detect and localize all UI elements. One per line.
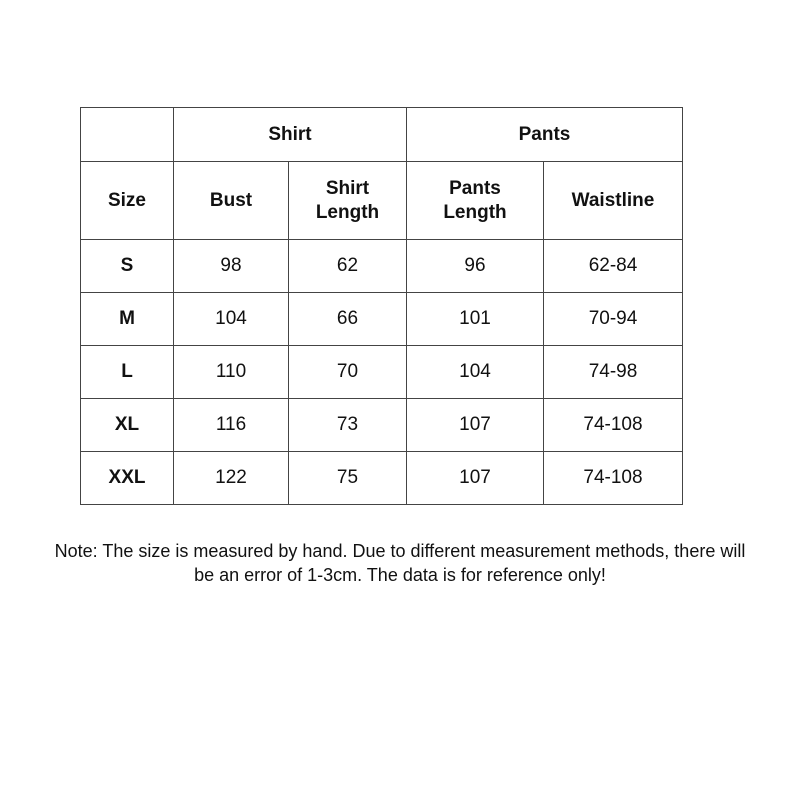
shirt-length-cell: 73 [289,399,407,452]
column-header-shirt-length [289,162,407,240]
bust-cell: 116 [174,399,289,452]
pants-length-line-2: Length [443,201,507,223]
pants-length-cell: 104 [407,346,544,399]
shirt-length-cell: 62 [289,240,407,293]
table-row-m [81,293,683,346]
waistline-cell: 74-108 [544,399,683,452]
waistline-cell: 74-98 [544,346,683,399]
size-cell: M [81,293,174,346]
column-header-size: Size [81,162,174,240]
note-line-2: be an error of 1-3cm. The data is for reference only! [194,565,606,585]
column-header-row [81,162,683,240]
size-cell: S [81,240,174,293]
shirt-length-line-1: Shirt [325,177,370,199]
pants-length-line-1: Pants [449,177,501,199]
table-row-s [81,240,683,293]
shirt-length-line-2: Length [315,201,380,223]
column-header-pants-length [407,162,544,240]
bust-cell: 110 [174,346,289,399]
group-header-row [81,108,683,162]
group-header-pants: Pants [407,108,683,162]
column-header-waistline: Waistline [544,162,683,240]
pants-length-cell: 107 [407,452,544,505]
shirt-length-cell: 70 [289,346,407,399]
bust-cell: 98 [174,240,289,293]
measurement-note [0,539,800,587]
waistline-cell: 70-94 [544,293,683,346]
size-cell: L [81,346,174,399]
pants-length-cell: 101 [407,293,544,346]
column-header-bust: Bust [174,162,289,240]
pants-length-cell: 96 [407,240,544,293]
size-cell: XXL [81,452,174,505]
corner-cell [81,108,174,162]
size-chart-table [80,107,683,505]
pants-length-cell: 107 [407,399,544,452]
shirt-length-cell: 66 [289,293,407,346]
note-line-1: Note: The size is measured by hand. Due to different measurement methods, there will [54,541,746,561]
size-cell: XL [81,399,174,452]
group-header-shirt: Shirt [174,108,407,162]
table-row-l [81,346,683,399]
waistline-cell: 74-108 [544,452,683,505]
bust-cell: 104 [174,293,289,346]
shirt-length-cell: 75 [289,452,407,505]
table-row-xl [81,399,683,452]
table-row-xxl [81,452,683,505]
bust-cell: 122 [174,452,289,505]
waistline-cell: 62-84 [544,240,683,293]
